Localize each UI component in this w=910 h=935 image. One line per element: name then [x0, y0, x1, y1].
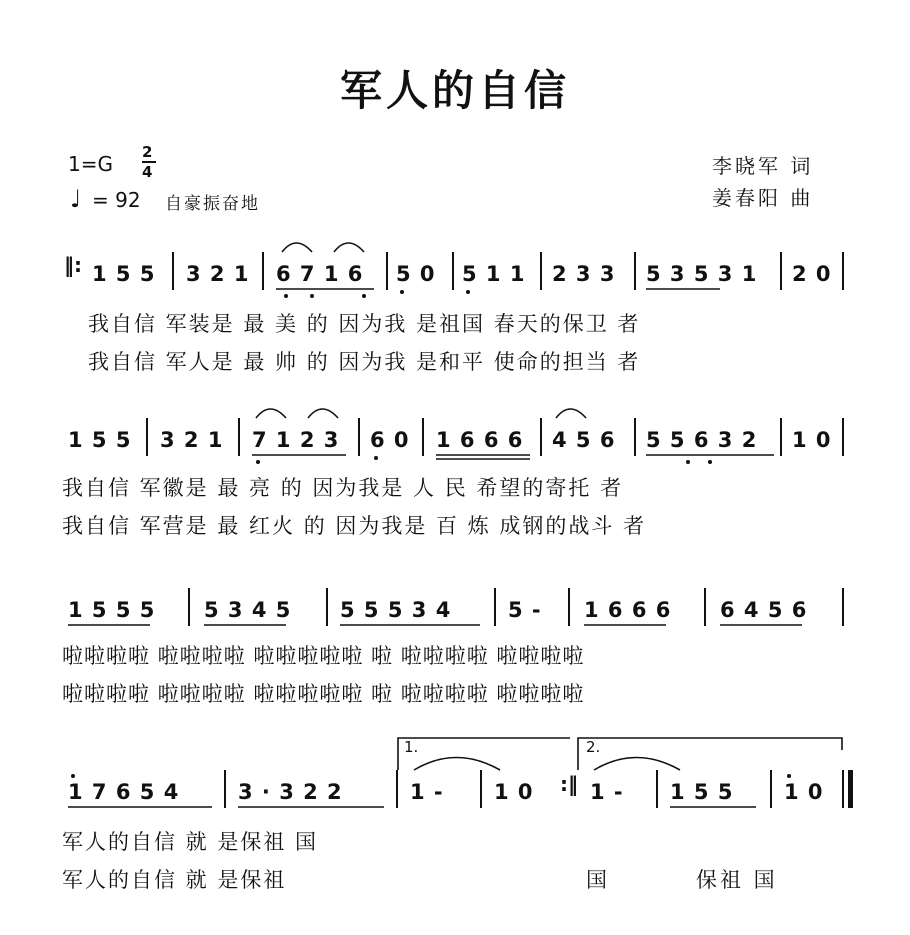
measure-notes: 3 · 3 2 2 [238, 780, 343, 804]
measure-notes: 1 0 [784, 780, 824, 804]
measure-notes: 6 4 5 6 [720, 598, 808, 622]
measure-notes: 5 0 [396, 262, 436, 286]
slur [556, 409, 586, 418]
song-title: 军人的自信 [339, 66, 570, 115]
high-octave-dot [787, 774, 791, 778]
measure-notes: 6 7 1 6 [276, 262, 364, 286]
measure-notes: 3 2 1 [160, 428, 224, 452]
slur [334, 243, 364, 252]
low-octave-dot [686, 460, 690, 464]
lyrics-verse-1: 啦啦啦啦 啦啦啦啦 啦啦啦啦啦 啦 啦啦啦啦 啦啦啦啦 [62, 644, 585, 668]
measure-notes: 1 5 5 5 [68, 598, 156, 622]
key-signature: 1=G [68, 152, 113, 176]
measure-notes: 5 - [508, 598, 542, 622]
measure-notes: 1 - [590, 780, 624, 804]
expression-mark: 自豪振奋地 [165, 194, 260, 214]
measure-notes: 1 7 6 5 4 [68, 780, 180, 804]
lyricist-credit: 李晓军 词 [712, 154, 814, 178]
measure-notes: 1 6 6 6 [584, 598, 672, 622]
measure-notes: 1 5 5 [670, 780, 734, 804]
measure-notes: 5 1 1 [462, 262, 526, 286]
lyrics-verse-2: 军人的自信 就 是保祖 [62, 868, 287, 892]
lyrics-verse-2: 我自信 军营是 最 红火 的 因为我是 百 炼 成钢的战斗 者 [62, 514, 647, 538]
lyrics-verse-2: 啦啦啦啦 啦啦啦啦 啦啦啦啦啦 啦 啦啦啦啦 啦啦啦啦 [62, 682, 585, 706]
measure-notes: 4 5 6 [552, 428, 616, 452]
lyrics-verse-2: 我自信 军人是 最 帅 的 因为我 是和平 使命的担当 者 [88, 350, 641, 374]
tie [414, 758, 500, 771]
measure-notes: 1 6 6 6 [436, 428, 524, 452]
measure-notes: 1 - [410, 780, 444, 804]
repeat-start-sign: ‖: [64, 253, 82, 277]
high-octave-dot [71, 774, 75, 778]
low-octave-dot [362, 294, 366, 298]
measure-notes: 7 1 2 3 [252, 428, 340, 452]
slur [256, 409, 286, 418]
composer-credit: 姜春阳 曲 [712, 186, 814, 210]
low-octave-dot [466, 290, 470, 294]
measure-notes: 2 0 [792, 262, 832, 286]
lyrics-verse-1: 军人的自信 就 是保祖 国 [62, 830, 319, 854]
volta-2-label: 2. [586, 738, 601, 756]
measure-notes: 5 5 5 3 4 [340, 598, 452, 622]
measure-notes: 5 3 5 3 1 [646, 262, 758, 286]
lyrics-verse-1: 我自信 军徽是 最 亮 的 因为我是 人 民 希望的寄托 者 [62, 476, 624, 500]
measure-notes: 5 3 4 5 [204, 598, 292, 622]
measure-notes: 3 2 1 [186, 262, 250, 286]
lyrics-verse-1: 我自信 军装是 最 美 的 因为我 是祖国 春天的保卫 者 [88, 312, 641, 336]
tie [594, 758, 680, 771]
low-octave-dot [400, 290, 404, 294]
tempo-value: = 92 [92, 188, 141, 212]
low-octave-dot [708, 460, 712, 464]
measure-notes: 6 0 [370, 428, 410, 452]
measure-notes: 2 3 3 [552, 262, 616, 286]
volta-1-label: 1. [404, 738, 419, 756]
measure-notes: 1 5 5 [92, 262, 156, 286]
measure-notes: 5 5 6 3 2 [646, 428, 758, 452]
quarter-note-icon: ♩ [70, 185, 82, 213]
time-signature-top: 2 [142, 143, 153, 161]
low-octave-dot [284, 294, 288, 298]
low-octave-dot [310, 294, 314, 298]
time-signature-bottom: 4 [142, 163, 153, 181]
volta-bracket-2 [578, 738, 842, 770]
low-octave-dot [374, 456, 378, 460]
lyrics-verse-2-coda: 保祖 国 [696, 868, 778, 892]
slur [308, 409, 338, 418]
repeat-end-sign: :‖ [560, 772, 578, 796]
measure-notes: 1 0 [792, 428, 832, 452]
measure-notes: 1 5 5 [68, 428, 132, 452]
measure-notes: 1 0 [494, 780, 534, 804]
slur [282, 243, 312, 252]
low-octave-dot [256, 460, 260, 464]
lyrics-verse-2-ending: 国 [586, 868, 609, 892]
